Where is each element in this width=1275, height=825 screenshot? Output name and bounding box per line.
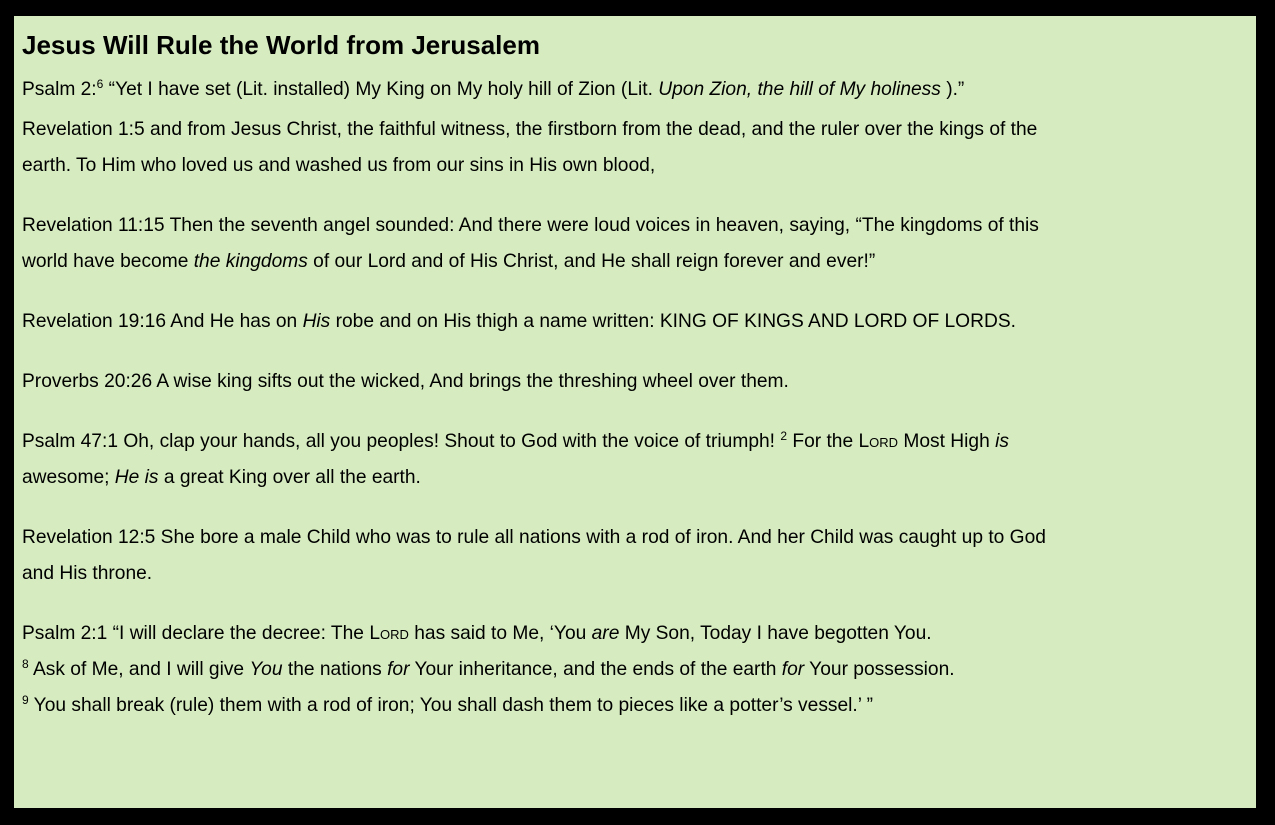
lord-small-caps: Lord [369,623,409,644]
verse-text: world have become [22,251,194,272]
verse-italic: Upon Zion, the hill of My holiness [658,79,941,100]
verse-text: Psalm 2:1 “I will declare the decree: The [22,623,370,644]
verse-line: Revelation 12:5 She bore a male Child who was to rule all nations with a rod of iron. And her Child was caught up to God [22,527,1046,548]
verse-text: has said to Me, ‘You [408,623,592,644]
verse-italic: He is [114,467,159,488]
verse-number: 8 [22,657,29,671]
verse-text: Ask of Me, and I will give [28,659,250,680]
verse-psalm-2-6 [22,72,1248,108]
verse-italic: for [781,659,805,680]
verse-text: Your possession. [804,659,955,680]
verse-text: Most High [898,431,996,452]
verse-number: 6 [96,77,104,91]
verse-italic: His [302,311,331,332]
verse-proverbs-20-26: Proverbs 20:26 A wise king sifts out the wicked, And brings the threshing wheel over them. [22,371,789,392]
verse-text: Psalm 47:1 Oh, clap your hands, all you peoples! Shout to God with the voice of triumph! [22,431,781,452]
verse-psalm-2-7 [22,616,1248,724]
verse-text: My Son, Today I have begotten You. [619,623,932,644]
verse-italic: are [591,623,620,644]
page-title: Jesus Will Rule the World from Jerusalem [22,30,540,60]
verse-line: earth. To Him who loved us and washed us from our sins in His own blood, [22,155,656,176]
verse-italic: You [249,659,283,680]
verse-text: robe and on His thigh a name written: KING OF KINGS AND LORD OF LORDS. [330,311,1016,332]
verse-psalm-47-1 [22,424,1248,496]
verse-line: Revelation 11:15 Then the seventh angel sounded: And there were loud voices in heaven, saying, “The kingdoms of this [22,215,1039,236]
verse-text: awesome; [22,467,115,488]
verse-text: Your inheritance, and the ends of the earth [409,659,782,680]
verse-line: and His throne. [22,563,153,584]
verse-text: ).” [940,79,965,100]
scripture-card [14,16,1256,808]
verse-text: the nations [282,659,388,680]
verse-revelation-19-16 [22,304,1248,340]
verse-text: For the [787,431,859,452]
verse-number: 9 [22,693,29,707]
verse-italic: for [387,659,410,680]
verse-number: 2 [780,429,788,443]
verse-text: You shall break (rule) them with a rod of iron; You shall dash them to pieces like a potter’s vessel.’ ” [28,695,874,716]
verse-text: “Yet I have set (Lit. installed) My King on My holy hill of Zion (Lit. [103,79,659,100]
verse-text: a great King over all the earth. [158,467,421,488]
verse-text: of our Lord and of His Christ, and He shall reign forever and ever!” [307,251,876,272]
verse-italic: is [995,431,1009,452]
verse-revelation-11-15 [22,208,1248,280]
verse-ref: Psalm 2: [22,79,97,100]
lord-small-caps: Lord [858,431,899,452]
verse-revelation-12-5 [22,520,1248,592]
verse-revelation-1-5 [22,112,1248,184]
verse-line: Revelation 1:5 and from Jesus Christ, the faithful witness, the firstborn from the dead, and the ruler over the kings of the [22,119,1038,140]
verse-italic: the kingdoms [193,251,308,272]
verse-text: Revelation 19:16 And He has on [22,311,303,332]
